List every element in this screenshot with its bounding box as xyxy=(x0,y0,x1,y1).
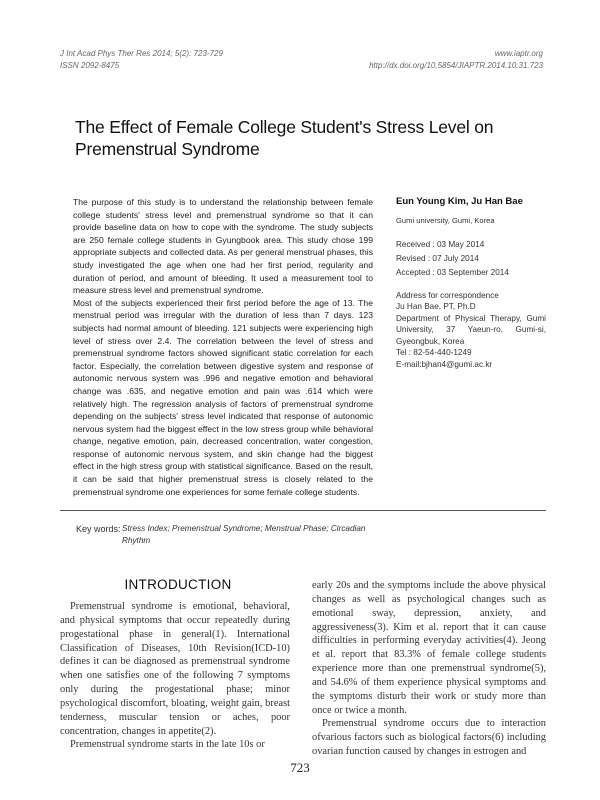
abstract-paragraph-2: Most of the subjects experienced their first period before the age of 13. The menstrual period was irregular with the duration of less than 7 days. 123 subjects had normal amount of bleeding. 121 subjects were experiencing high level of stress over 2.4. The correlation between the level of stress and premenstrual syndrome factors showed significant static correlation for each factor. Especially, the correlation between digestive system and response of autonomic nervous system was .996 and negative emotion and behavioral change was .635, and negative emotion and pain was .614 which were relatively high. The regression analysis of factors of premenstrual syndrome depending on the subjects' stress level indicated that response of autonomic nervous system had the biggest effect in the low stress group while behavioral change, negative emotion, pain, decreased concentration, water congestion, response of autonomic nervous system, and skin change had the biggest effect in the high stress group with statistical significance. Based on the result, it can be said that higher premenstrual stress is closely related to the premenstrual syndrome one experiences for some female college students. xyxy=(73,297,373,497)
correspondence-email[interactable]: E-mail:bjhan4@gumi.ac.kr xyxy=(396,360,493,370)
correspondence-address: Department of Physical Therapy, Gumi University, 37 Yaeun-ro, Gumi-si, Gyeongbuk, Korea xyxy=(396,313,546,346)
correspondence-phone: Tel : 82-54-440-1249 xyxy=(396,348,472,358)
keywords-label: Key words: xyxy=(76,524,121,534)
doi-link[interactable]: http://dx.doi.org/10.5854/JIAPTR.2014.10.31.723 xyxy=(369,61,543,70)
article-title-line-1: The Effect of Female College Student's Stress Level on xyxy=(75,117,494,137)
journal-citation: J Int Acad Phys Ther Res 2014; 5(2): 723-729 xyxy=(60,49,223,58)
keywords-divider xyxy=(60,510,546,511)
abstract xyxy=(73,196,373,498)
website-link[interactable]: www.iaptr.org xyxy=(494,49,543,58)
correspondence xyxy=(396,290,546,371)
author-info xyxy=(396,196,546,371)
accepted-date: Accepted : 03 September 2014 xyxy=(396,267,509,277)
correspondence-heading: Address for correspondence xyxy=(396,290,499,300)
keywords-text: Stress Index; Premenstrual Syndrome; Menstrual Phase; Circadian Rhythm xyxy=(122,524,366,545)
section-heading-introduction: INTRODUCTION xyxy=(124,577,232,592)
intro-paragraph-4: Premenstrual syndrome occurs due to interaction ofvarious factors such as biological factors(6) including ovarian function caused by changes in estrogen and xyxy=(312,718,546,758)
article-title-line-2: Premenstrual Syndrome xyxy=(75,139,260,159)
intro-paragraph-3: early 20s and the symptoms include the above physical changes as well as psychological changes such as emotional sway, depression, anxiety, and aggressiveness(3). Kim et al. report that it can cause difficulties in performing everyday activities(4). Jeong et al. report that 83.3% of female college students experience more than one premenstrual syndrome(5), and 54.6% of them experience physical symptoms and the symptoms disturb their work or study more than once or twice a month. xyxy=(312,580,546,716)
intro-paragraph-1: Premenstrual syndrome is emotional, behavioral, and physical symptoms that occur repeatedly during progestational phase in general(1). International Classification of Diseases, 10th Revision(ICD-10) defines it can be diagnosed as premenstrual syndrome when one satisfies one of the following 7 symptoms only during the progestational phase; minor psychological discomfort, bloating, weight gain, breast tenderness, muscular tension or aches, poor concentration, changes in appetite(2). xyxy=(60,601,290,737)
intro-paragraph-2: Premenstrual syndrome starts in the late 10s or xyxy=(70,739,265,751)
article-dates xyxy=(396,238,546,280)
received-date: Received : 03 May 2014 xyxy=(396,239,485,249)
correspondence-name: Ju Han Bae, PT, Ph.D xyxy=(396,302,476,312)
page-number: 723 xyxy=(290,760,310,775)
revised-date: Revised : 07 July 2014 xyxy=(396,253,479,263)
abstract-paragraph-1: The purpose of this study is to understand the relationship between female college students' stress level and premenstrual syndrome so that it can provide baseline data on how to cope with the syndrome. The study subjects are 250 female college students in Gyungbook area. This study chose 199 appropriate subjects and collected data. As per general menstrual phases, this study investigated the age when one had her first period, regularity and duration of period, and amount of bleeding. It used a measurement tool to measure stress level and premenstrual syndrome. xyxy=(73,197,373,296)
issn: ISSN 2092-8475 xyxy=(60,61,120,70)
intro-right-column xyxy=(312,579,546,759)
article-title xyxy=(75,116,545,160)
author-names: Eun Young Kim, Ju Han Bae xyxy=(396,196,523,207)
author-affiliation: Gumi university, Gumi, Korea xyxy=(396,216,495,225)
intro-left-column xyxy=(60,600,290,752)
